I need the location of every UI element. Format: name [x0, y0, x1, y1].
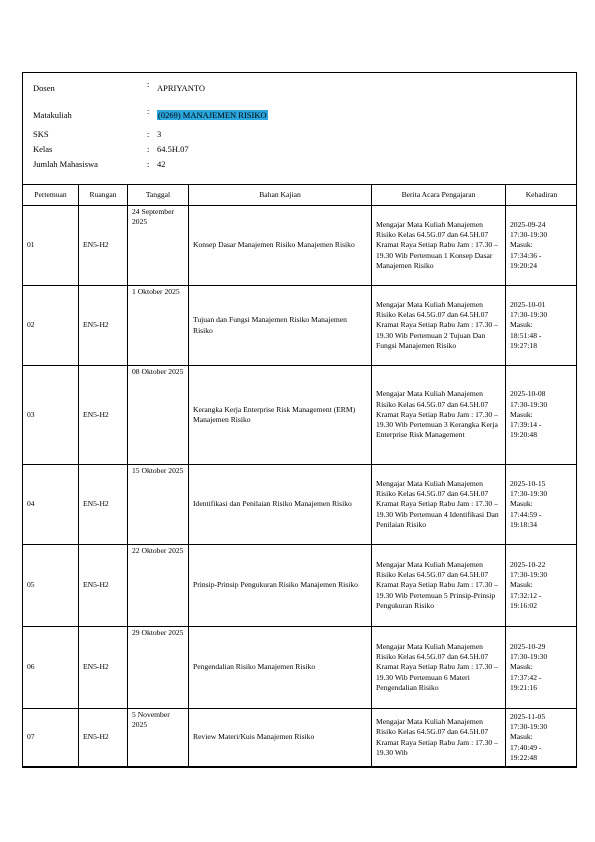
cell-pertemuan: 04: [23, 465, 79, 545]
cell-tanggal: 24 September 2025: [128, 206, 189, 286]
table-row: [23, 206, 578, 286]
cell-ruangan: EN5-H2: [79, 366, 128, 465]
course-info-section: [23, 73, 576, 184]
cell-pertemuan: 01: [23, 206, 79, 286]
cell-tanggal: 15 Oktober 2025: [128, 465, 189, 545]
cell-tanggal: 22 Oktober 2025: [128, 545, 189, 627]
cell-pertemuan: 07: [23, 709, 79, 767]
matakuliah-label: Matakuliah: [33, 110, 72, 120]
dosen-colon: :: [147, 79, 150, 89]
cell-berita-acara: Mengajar Mata Kuliah Manajemen Risiko Kelas 64.5G.07 dan 64.5H.07 Kramat Raya Setiap Rabu Jam : 17.30 – 19.30 Wib: [372, 709, 506, 767]
cell-ruangan: EN5-H2: [79, 206, 128, 286]
matakuliah-value: (0269) MANAJEMEN RISIKO: [158, 110, 267, 120]
cell-bahan-kajian: Review Materi/Kuis Manajemen Risiko: [189, 709, 372, 767]
cell-kehadiran: 2025-10-29 17:30-19:30 Masuk: 17:37:42 - 19:21:16: [506, 627, 578, 709]
cell-bahan-kajian: Pengendalian Risiko Manajemen Risiko: [189, 627, 372, 709]
cell-tanggal: 1 Oktober 2025: [128, 286, 189, 366]
cell-pertemuan: 03: [23, 366, 79, 465]
cell-kehadiran: 2025-10-08 17:30-19:30 Masuk: 17:39:14 - 19:20:48: [506, 366, 578, 465]
cell-pertemuan: 02: [23, 286, 79, 366]
sks-value: 3: [157, 129, 162, 139]
sks-colon: :: [147, 129, 150, 139]
cell-bahan-kajian: Tujuan dan Fungsi Manajemen Risiko Manajemen Risiko: [189, 286, 372, 366]
header-berita-acara: Berita Acara Pengajaran: [372, 185, 506, 206]
cell-ruangan: EN5-H2: [79, 709, 128, 767]
sks-label: SKS: [33, 129, 49, 139]
table-row: [23, 627, 578, 709]
cell-bahan-kajian: Identifikasi dan Penilaian Risiko Manajemen Risiko: [189, 465, 372, 545]
header-ruangan: Ruangan: [79, 185, 128, 206]
table-row: [23, 286, 578, 366]
attendance-table: [22, 184, 577, 767]
cell-berita-acara: Mengajar Mata Kuliah Manajemen Risiko Kelas 64.5G.07 dan 64.5H.07 Kramat Raya Setiap Rabu Jam : 17.30 – 19.30 Wib Pertemuan 5 Prinsip-Prinsip Pengukuran Risiko: [372, 545, 506, 627]
cell-tanggal: 08 Oktober 2025: [128, 366, 189, 465]
table-row: [23, 545, 578, 627]
table-row: [23, 709, 578, 767]
attendance-document: [22, 72, 577, 768]
header-pertemuan: Pertemuan: [23, 185, 79, 206]
cell-bahan-kajian: Konsep Dasar Manajemen Risiko Manajemen Risiko: [189, 206, 372, 286]
cell-pertemuan: 06: [23, 627, 79, 709]
header-kehadiran: Kehadiran: [506, 185, 578, 206]
cell-berita-acara: Mengajar Mata Kuliah Manajemen Risiko Kelas 64.5G.07 dan 64.5H.07 Kramat Raya Setiap Rabu Jam : 17.30 – 19.30 Wib Pertemuan 4 Identifikasi Dan Penilaian Risiko: [372, 465, 506, 545]
cell-berita-acara: Mengajar Mata Kuliah Manajemen Risiko Kelas 64.5G.07 dan 64.5H.07 Kramat Raya Setiap Rabu Jam : 17.30 – 19.30 Wib Pertemuan 3 Kerangka Kerja Enterprise Risk Management: [372, 366, 506, 465]
table-header-row: [23, 185, 578, 206]
cell-berita-acara: Mengajar Mata Kuliah Manajemen Risiko Kelas 64.5G.07 dan 64.5H.07 Kramat Raya Setiap Rabu Jam : 17.30 – 19.30 Wib Pertemuan 2 Tujuan Dan Fungsi Manajemen Risiko: [372, 286, 506, 366]
cell-bahan-kajian: Kerangka Kerja Enterprise Risk Management (ERM) Manajemen Risiko: [189, 366, 372, 465]
cell-ruangan: EN5-H2: [79, 627, 128, 709]
cell-kehadiran: 2025-11-05 17:30-19:30 Masuk: 17:40:49 - 19:22:48: [506, 709, 578, 767]
kelas-label: Kelas: [33, 144, 53, 154]
cell-ruangan: EN5-H2: [79, 545, 128, 627]
dosen-value: APRIYANTO: [157, 83, 206, 93]
dosen-label: Dosen: [33, 83, 55, 93]
jumlah-mahasiswa-colon: :: [147, 159, 150, 169]
cell-berita-acara: Mengajar Mata Kuliah Manajemen Risiko Kelas 64.5G.07 dan 64.5H.07 Kramat Raya Setiap Rabu Jam : 17.30 – 19.30 Wib Pertemuan 1 Konsep Dasar Manajemen Risiko: [372, 206, 506, 286]
cell-berita-acara: Mengajar Mata Kuliah Manajemen Risiko Kelas 64.5G.07 dan 64.5H.07 Kramat Raya Setiap Rabu Jam : 17.30 – 19.30 Wib Pertemuan 6 Materi Pengendalian Risiko: [372, 627, 506, 709]
table-row: [23, 366, 578, 465]
cell-kehadiran: 2025-10-22 17:30-19:30 Masuk: 17:32:12 - 19:16:02: [506, 545, 578, 627]
cell-bahan-kajian: Prinsip-Prinsip Pengukuran Risiko Manajemen Risiko: [189, 545, 372, 627]
cell-kehadiran: 2025-10-01 17:30-19:30 Masuk: 18:51:48 - 19:27:18: [506, 286, 578, 366]
jumlah-mahasiswa-label: Jumlah Mahasiswa: [33, 159, 98, 169]
cell-pertemuan: 05: [23, 545, 79, 627]
kelas-value: 64.5H.07: [157, 144, 189, 154]
header-tanggal: Tanggal: [128, 185, 189, 206]
cell-kehadiran: 2025-10-15 17:30-19:30 Masuk: 17:44:59 - 19:18:34: [506, 465, 578, 545]
table-row: [23, 465, 578, 545]
cell-ruangan: EN5-H2: [79, 286, 128, 366]
cell-ruangan: EN5-H2: [79, 465, 128, 545]
cell-tanggal: 29 Oktober 2025: [128, 627, 189, 709]
cell-tanggal: 5 November 2025: [128, 709, 189, 767]
header-bahan-kajian: Bahan Kajian: [189, 185, 372, 206]
kelas-colon: :: [147, 144, 150, 154]
cell-kehadiran: 2025-09-24 17:30-19:30 Masuk: 17:34:36 - 19:20:24: [506, 206, 578, 286]
matakuliah-colon: :: [147, 106, 150, 116]
jumlah-mahasiswa-value: 42: [157, 159, 166, 169]
